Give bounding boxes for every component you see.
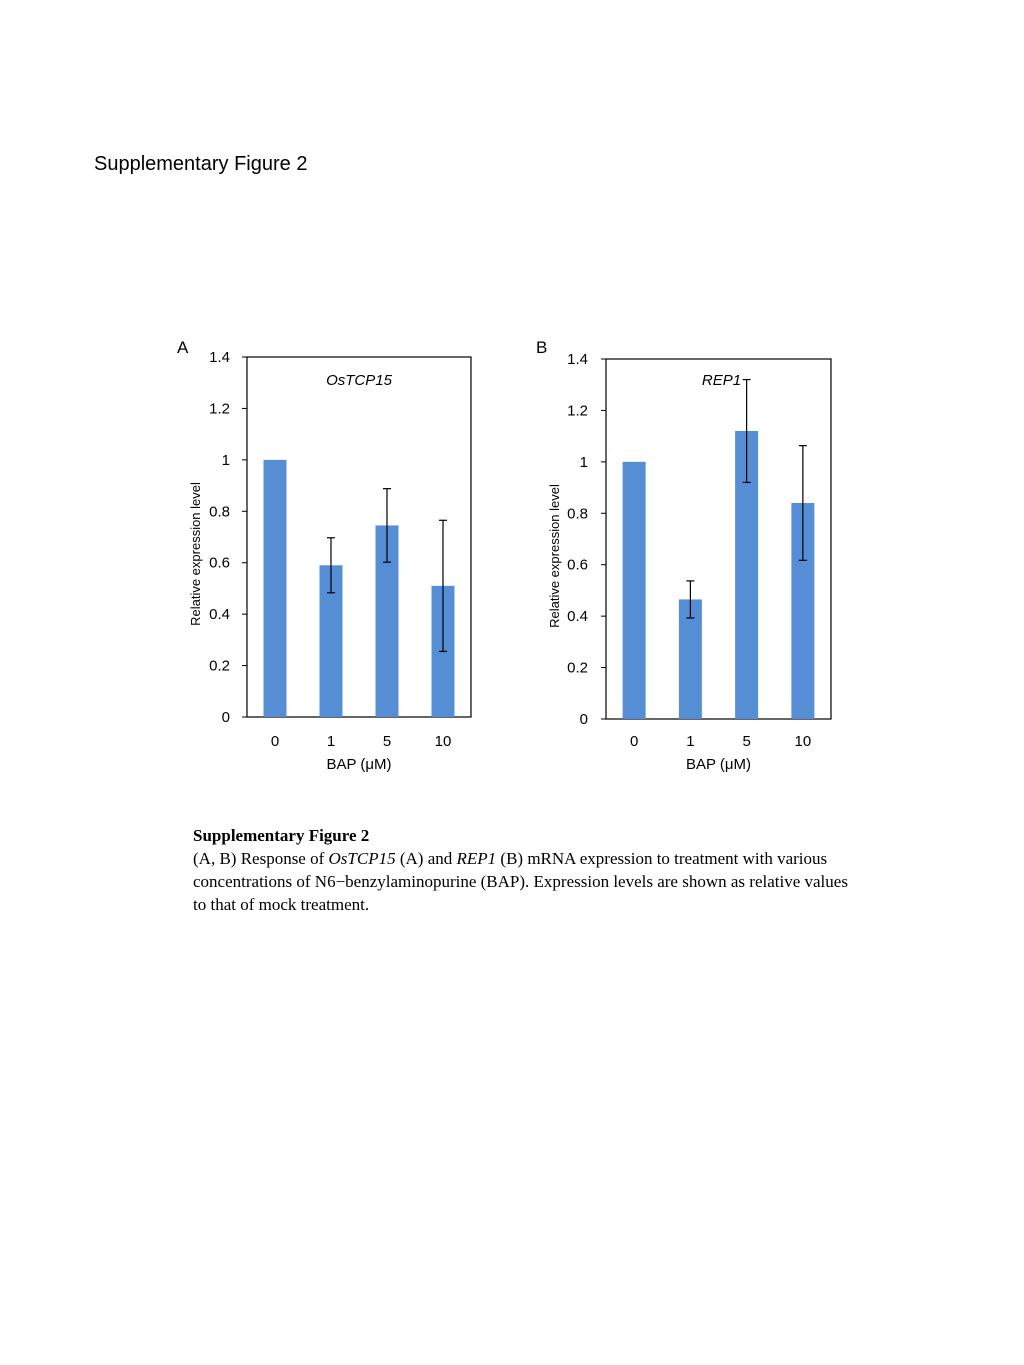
y-tick-label: 0.2 <box>567 659 588 677</box>
x-tick-label: 5 <box>742 733 751 750</box>
bar-0 <box>623 462 646 719</box>
caption-gene-1: OsTCP15 <box>328 849 396 868</box>
y-tick-label: 1.2 <box>209 400 230 418</box>
x-tick-label: 1 <box>686 733 695 750</box>
y-axis-label: Relative expression level <box>188 482 203 626</box>
x-tick-label: 10 <box>794 733 812 750</box>
y-tick-label: 0.8 <box>567 505 588 523</box>
y-tick-label: 0 <box>221 709 230 726</box>
x-tick-label: 0 <box>270 733 280 750</box>
caption-text-2: (A) and <box>395 849 457 868</box>
y-tick-label: 0 <box>579 711 588 728</box>
y-tick-label: 1 <box>221 451 230 469</box>
caption-title: Supplementary Figure 2 <box>193 826 370 845</box>
y-tick-label: 1.4 <box>209 349 230 366</box>
y-tick-label: 1.2 <box>567 402 588 420</box>
chart-title: OsTCP15 <box>326 372 392 389</box>
caption-gene-2: REP1 <box>456 849 497 868</box>
y-tick-label: 1 <box>579 453 588 471</box>
y-tick-label: 0.4 <box>209 606 230 624</box>
y-axis-label: Relative expression level <box>547 484 562 628</box>
y-tick-label: 0.8 <box>209 503 230 521</box>
chart-title: REP1 <box>701 372 742 389</box>
panel-letter-a: A <box>177 338 189 357</box>
x-tick-label: 5 <box>382 733 392 750</box>
y-tick-label: 0.6 <box>209 554 230 572</box>
page-header: Supplementary Figure 2 <box>94 153 308 175</box>
y-tick-label: 1.4 <box>567 351 588 368</box>
panel-letter-b: B <box>536 338 548 357</box>
caption-text-1: (A, B) Response of <box>193 849 329 868</box>
y-tick-label: 0.2 <box>209 657 230 675</box>
caption-text-3: (B) mRNA expression to treatment with various concentrations of N6−benzylaminopurine (BAP). Expression levels are shown as relative values to that of mock treatment. <box>193 849 848 914</box>
y-tick-label: 0.4 <box>567 608 588 626</box>
x-axis-label: BAP (μM) <box>326 756 392 773</box>
figure-caption <box>193 824 853 916</box>
y-tick-label: 0.6 <box>567 556 588 574</box>
x-tick-label: 10 <box>434 733 452 750</box>
x-tick-label: 1 <box>326 733 336 750</box>
caption-body <box>193 847 853 916</box>
x-axis-label: BAP (μM) <box>685 756 752 773</box>
x-tick-label: 0 <box>629 733 639 750</box>
